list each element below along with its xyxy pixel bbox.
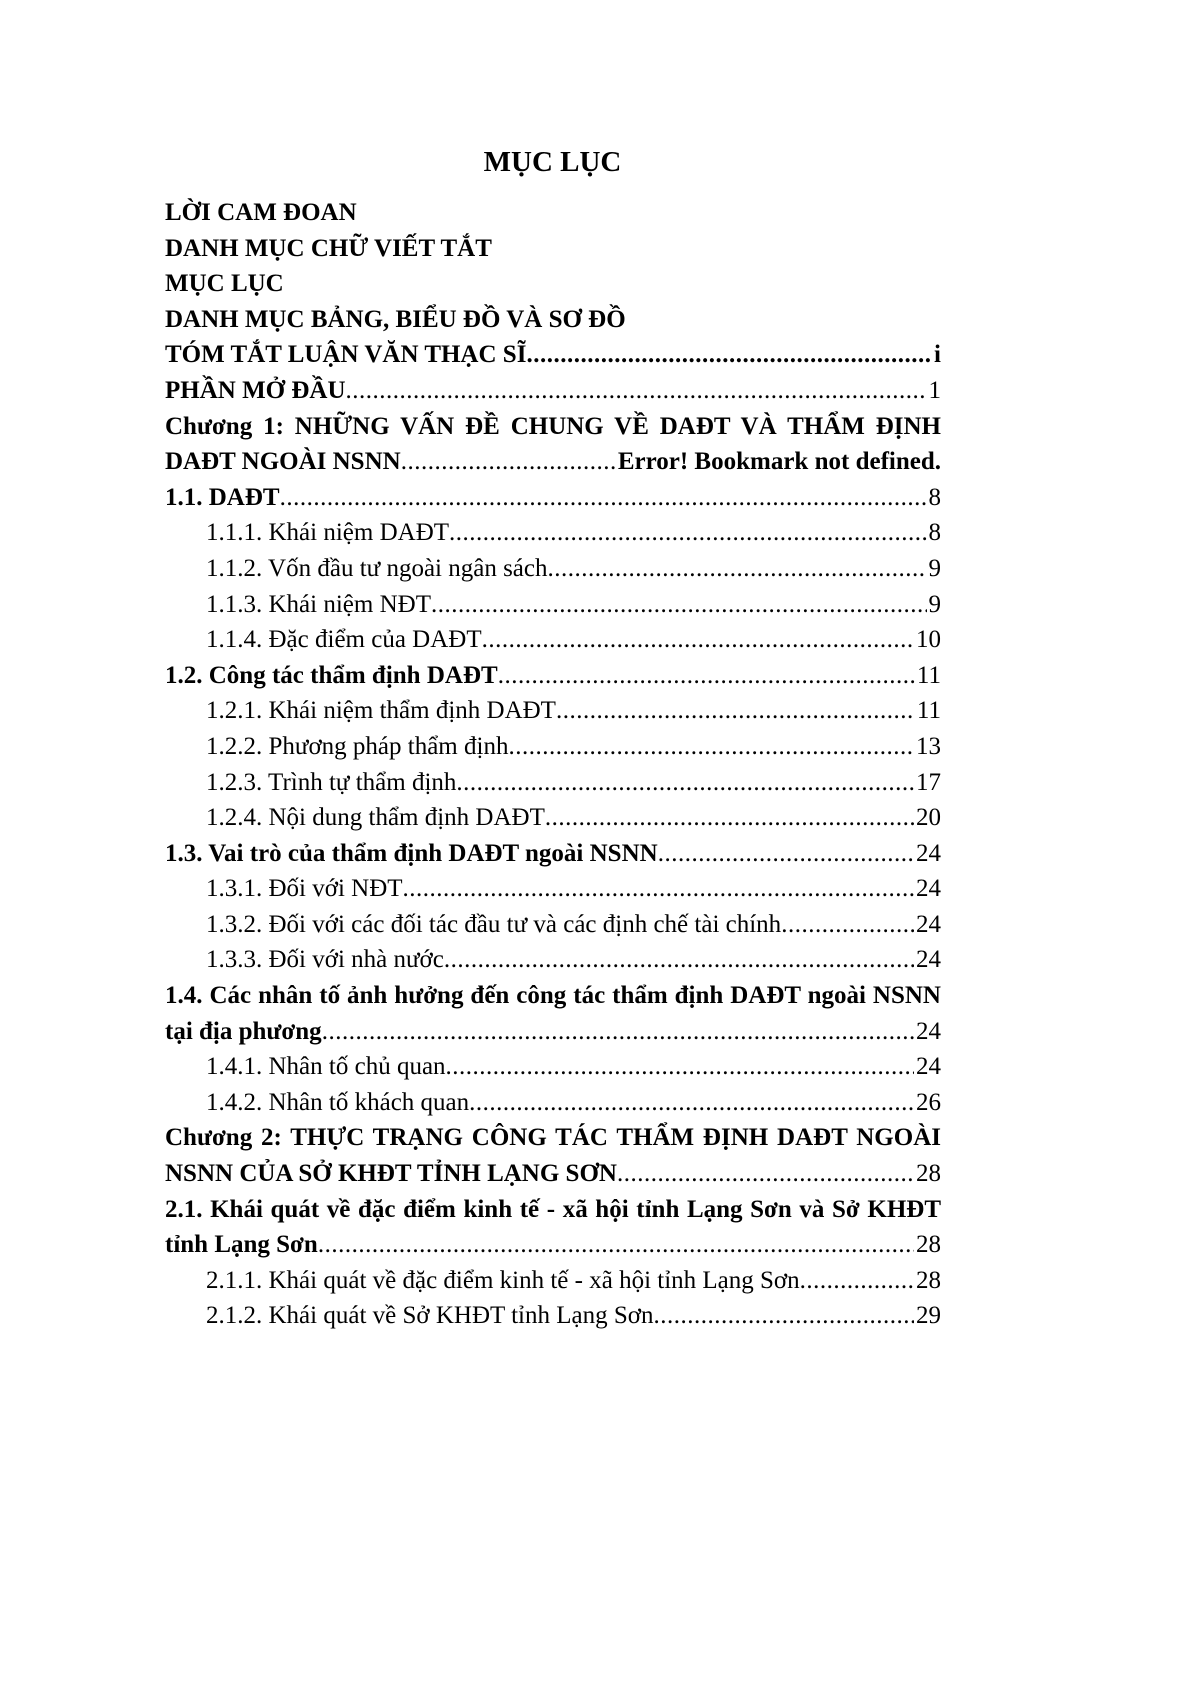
toc-entry: PHẦN MỞ ĐẦU ..... 1: [165, 373, 941, 409]
toc-entry: DANH MỤC BẢNG, BIỂU ĐỒ VÀ SƠ ĐỒ: [165, 305, 626, 333]
toc-entry: LỜI CAM ĐOAN: [165, 199, 357, 226]
toc-entry: MỤC LỤC: [165, 270, 284, 298]
toc-entry: 1.3.1. Đối với NĐT ..... 24: [165, 871, 941, 907]
toc-entry: 1.2.2. Phương pháp thẩm định ..... 13: [165, 729, 941, 765]
toc-entry: DAĐT NGOÀI NSNN ..... Error! Bookmark not defined.: [165, 444, 941, 480]
toc-entry: 1.2.4. Nội dung thẩm định DAĐT ..... 20: [165, 800, 941, 836]
toc-entry: TÓM TẮT LUẬN VĂN THẠC SĨ ..... i: [165, 337, 941, 373]
toc-entry: Chương 2: THỰC TRẠNG CÔNG TÁC THẨM ĐỊNH DAĐT NGOÀI: [165, 1124, 941, 1152]
table-of-contents: [165, 195, 941, 1334]
toc-entry: 1.4. Các nhân tố ảnh hưởng đến công tác thẩm định DAĐT ngoài NSNN: [165, 982, 941, 1010]
toc-entry: 1.1.1. Khái niệm DAĐT ..... 8: [165, 515, 941, 551]
toc-entry: 1.1. DAĐT ..... 8: [165, 480, 941, 516]
toc-entry: 1.1.4. Đặc điểm của DAĐT ..... 10: [165, 622, 941, 658]
toc-entry: DANH MỤC CHỮ VIẾT TẮT: [165, 234, 492, 262]
toc-entry: 1.2.1. Khái niệm thẩm định DAĐT ..... 11: [165, 693, 941, 729]
toc-entry: Chương 1: NHỮNG VẤN ĐỀ CHUNG VỀ DAĐT VÀ THẨM ĐỊNH: [165, 412, 941, 440]
toc-entry: 1.3.2. Đối với các đối tác đầu tư và các định chế tài chính ..... 24: [165, 907, 941, 943]
toc-entry: tại địa phương ..... 24: [165, 1014, 941, 1050]
toc-entry: 1.3. Vai trò của thẩm định DAĐT ngoài NSNN ..... 24: [165, 836, 941, 872]
toc-entry: 2.1. Khái quát về đặc điểm kinh tế - xã hội tỉnh Lạng Sơn và Sở KHĐT: [165, 1195, 941, 1223]
toc-title: MỤC LỤC: [483, 146, 622, 178]
toc-entry: 2.1.2. Khái quát về Sở KHĐT tỉnh Lạng Sơn ..... 29: [165, 1298, 941, 1334]
toc-entry: 1.4.1. Nhân tố chủ quan ..... 24: [165, 1049, 941, 1085]
toc-entry: 1.4.2. Nhân tố khách quan ..... 26: [165, 1085, 941, 1121]
toc-entry: tỉnh Lạng Sơn ..... 28: [165, 1227, 941, 1263]
toc-entry: NSNN CỦA SỞ KHĐT TỈNH LẠNG SƠN ..... 28: [165, 1156, 941, 1192]
toc-entry: 1.2.3. Trình tự thẩm định ..... 17: [165, 765, 941, 801]
toc-entry: 1.1.3. Khái niệm NĐT ..... 9: [165, 587, 941, 623]
toc-entry: 1.3.3. Đối với nhà nước ..... 24: [165, 942, 941, 978]
toc-entry: 2.1.1. Khái quát về đặc điểm kinh tế - xã hội tỉnh Lạng Sơn ..... 28: [165, 1263, 941, 1299]
toc-entry: 1.1.2. Vốn đầu tư ngoài ngân sách ..... 9: [165, 551, 941, 587]
toc-entry: 1.2. Công tác thẩm định DAĐT ..... 11: [165, 658, 941, 694]
